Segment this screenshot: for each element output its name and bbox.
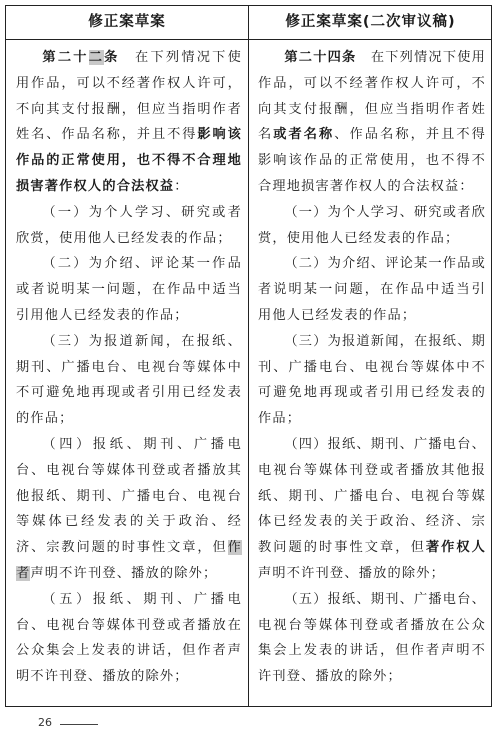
header-right: 修正案草案(二次审议稿) (285, 14, 456, 30)
left-item-5: （五）报纸、期刊、广播电台、电视台等媒体刊登或者播放在公众集会上发表的讲话，但作者声明不许刊登、播放的除外； (16, 591, 242, 685)
right-item-4-bold: 著作权人 (425, 540, 486, 556)
right-article-number: 第二十四条 (284, 50, 357, 65)
left-item-2: （二）为介绍、评论某一作品或者说明某一问题，在作品中适当引用他人已经发表的作品； (16, 256, 242, 323)
header-divider (6, 39, 491, 40)
left-item-4: （四）报纸、期刊、广播电台、电视台等媒体刊登或者播放其他报纸、期刊、广播电台、电视台等媒体已经发表的关于政治、经济、宗教问题的时事性文章，但作者声明不许刊登、播放的除外； (16, 436, 242, 581)
right-intro-bold: 或者名称 (273, 127, 335, 143)
left-item-4-highlight: 作者 (16, 540, 242, 581)
left-intro-bold: 影响该作品的正常使用，也不得不合理地损害著作权人的合法权益 (16, 127, 242, 194)
right-item-2: （二）为介绍、评论某一作品或者说明某一问题，在作品中适当引用他人已经发表的作品； (258, 256, 486, 323)
right-item-3: （三）为报道新闻，在报纸、期刊、广播电台、电视台等媒体中不可避免地再现或者引用已经发表的作品； (258, 333, 486, 427)
right-article-intro: 第二十四条 在下列情况下使用作品，可以不经著作权人许可，不向其支付报酬，但应当指明作者姓名或者名称、作品名称，并且不得影响该作品的正常使用，也不得不合理地损害著作权人的合法权益： (258, 50, 487, 194)
right-item-1: （一）为个人学习、研究或者欣赏，使用他人已经发表的作品； (258, 204, 486, 246)
comparison-table (5, 5, 492, 707)
right-column (258, 45, 486, 702)
right-item-5: （五）报纸、期刊、广播电台、电视台等媒体刊登或者播放在公众集会上发表的讲话，但作者声明不许刊登、播放的除外； (258, 591, 486, 685)
left-article-highlight: 二 (88, 50, 105, 65)
right-item-4: （四）报纸、期刊、广播电台、电视台等媒体刊登或者播放其他报纸、期刊、广播电台、电视台等媒体已经发表的关于政治、经济、宗教问题的时事性文章，但著作权人声明不许刊登、播放的除外； (258, 436, 486, 581)
left-article-number: 第二十二条 (42, 50, 120, 65)
column-divider (248, 6, 249, 706)
left-article-intro: 第二十二条 在下列情况下使用作品，可以不经著作权人许可，不向其支付报酬，但应当指明作者姓名、作品名称，并且不得影响该作品的正常使用，也不得不合理地损害著作权人的合法权益： (16, 50, 243, 194)
footer-rule (60, 724, 98, 725)
left-item-3: （三）为报道新闻，在报纸、期刊、广播电台、电视台等媒体中不可避免地再现或者引用已经发表的作品； (16, 333, 242, 427)
left-item-1: （一）为个人学习、研究或者欣赏，使用他人已经发表的作品； (16, 204, 242, 246)
left-column (16, 45, 242, 702)
page-number: 26 (38, 716, 52, 729)
header-left: 修正案草案 (88, 14, 166, 30)
